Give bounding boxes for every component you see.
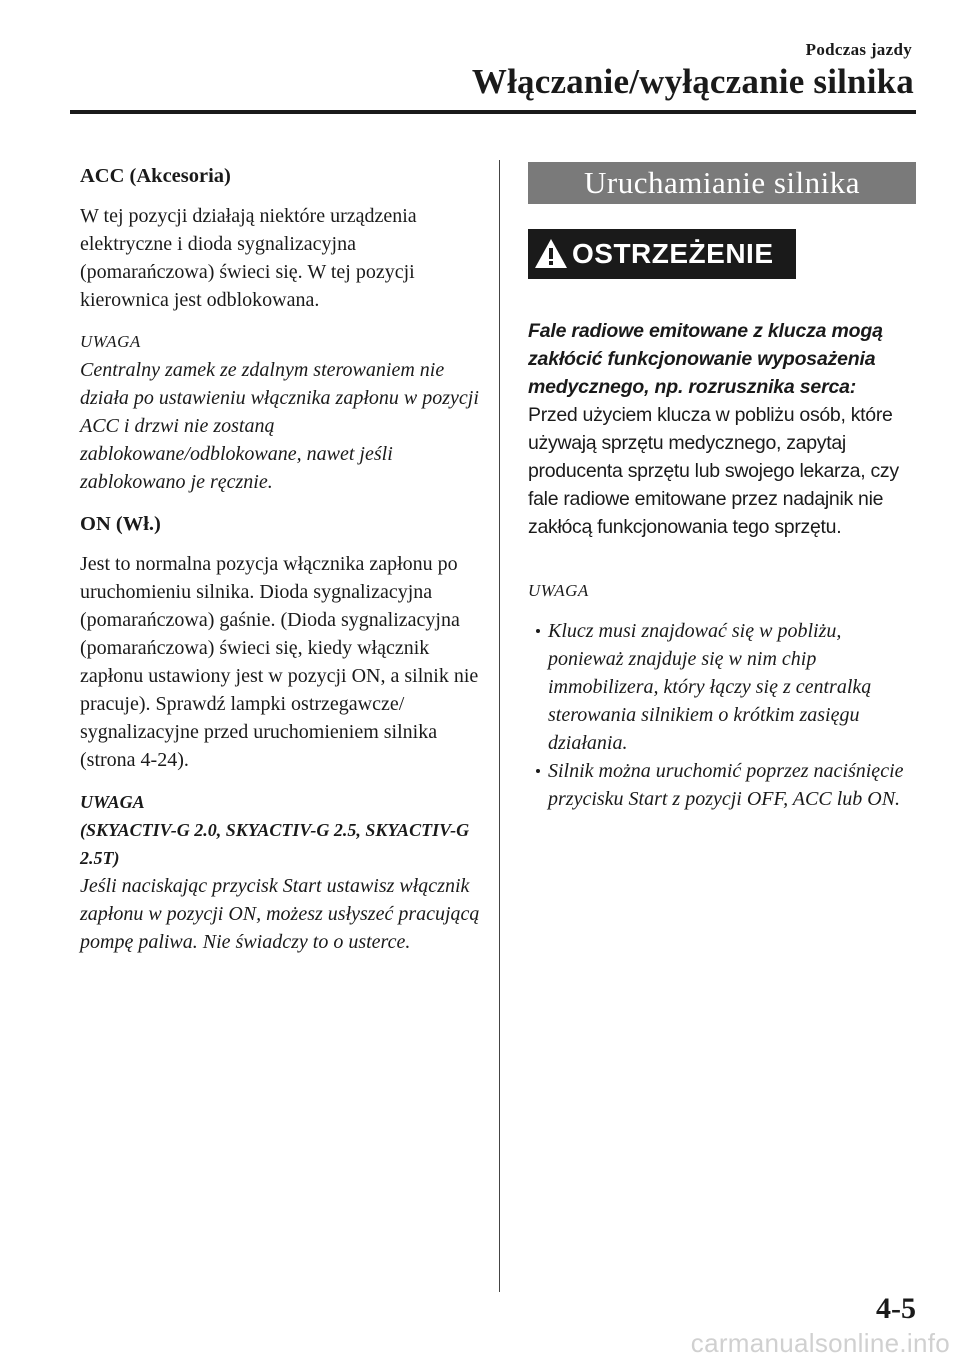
note-acc-text: Centralny zamek ze zdalnym sterowaniem nie działa po ustawieniu włącznika zapłonu w pozycji ACC i drzwi nie zostaną zablokowane/odblokowane, nawet jeśli zablokowano je ręcznie. [80, 359, 479, 493]
on-paragraph: Jest to normalna pozycja włącznika zapłonu po uruchomieniu silnika. Dioda sygnalizacyjna (pomarańczowa) gaśnie. (Dioda sygnalizacyjna (pomarańczowa) świeci się, kiedy włącznik zapłonu ustawiony jest w pozycji ON, a silnik nie pracuje). Sprawdź lampki ostrzegawcze/ sygnalizacyjne przed uruchomieniem silnika (strona 4-24). [80, 553, 479, 771]
list-item-text: Silnik można uruchomić poprzez naciśnięcie przycisku Start z pozycji OFF, ACC lub ON. [548, 760, 904, 810]
bullet-dot-icon [536, 629, 540, 633]
section-title-band: Uruchamianie silnika [528, 162, 916, 204]
list-item [528, 757, 918, 813]
note-acc [80, 328, 485, 496]
list-item [528, 617, 918, 757]
acc-heading: ACC (Akcesoria) [80, 165, 231, 187]
left-column [80, 162, 485, 970]
warning-bold-text: Fale radiowe emitowane z klucza mogą zakłócić funkcjonowanie wyposażenia medycznego, np. rozrusznika serca: [528, 320, 883, 398]
running-header-section: Podczas jazdy [805, 40, 912, 59]
bullet-dot-icon [536, 769, 540, 773]
right-column [528, 162, 918, 813]
warning-badge [528, 229, 796, 279]
note-start-label: UWAGA [528, 581, 589, 600]
note-on [80, 788, 485, 956]
warning-body [528, 317, 918, 541]
header-rule [70, 110, 916, 114]
note-start-list [528, 617, 918, 813]
running-header-title: Włączanie/wyłączanie silnika [471, 62, 914, 101]
warning-text: Przed użyciem klucza w pobliżu osób, które używają sprzętu medycznego, zapytaj producenta sprzętu lub swojego lekarza, czy fale radiowe emitowane przez nadajnik nie zakłócą funkcjonowania tego sprzętu. [528, 404, 899, 538]
column-divider [499, 160, 500, 1292]
page-number: 4-5 [876, 1292, 916, 1325]
note-on-models: (SKYACTIV-G 2.0, SKYACTIV-G 2.5, SKYACTIV-G 2.5T) [80, 820, 470, 868]
list-item-text: Klucz musi znajdować się w pobliżu, ponieważ znajduje się w nim chip immobilizera, który łączy się z centralką sterowania silnikiem o krótkim zasięgu działania. [548, 620, 872, 754]
warning-triangle-icon [534, 237, 568, 271]
on-heading: ON (Wł.) [80, 513, 161, 535]
note-acc-label: UWAGA [80, 332, 141, 351]
note-on-label: UWAGA [80, 792, 145, 812]
warning-label: OSTRZEŻENIE [572, 238, 774, 269]
acc-paragraph: W tej pozycji działają niektóre urządzenia elektryczne i dioda sygnalizacyjna (pomarańczowa) świeci się. W tej pozycji kierownica jest odblokowana. [80, 205, 417, 311]
note-on-text: Jeśli naciskając przycisk Start ustawisz włącznik zapłonu w pozycji ON, możesz usłyszeć pracującą pompę paliwa. Nie świadczy to o usterce. [80, 875, 480, 953]
watermark: carmanualsonline.info [690, 1328, 950, 1358]
